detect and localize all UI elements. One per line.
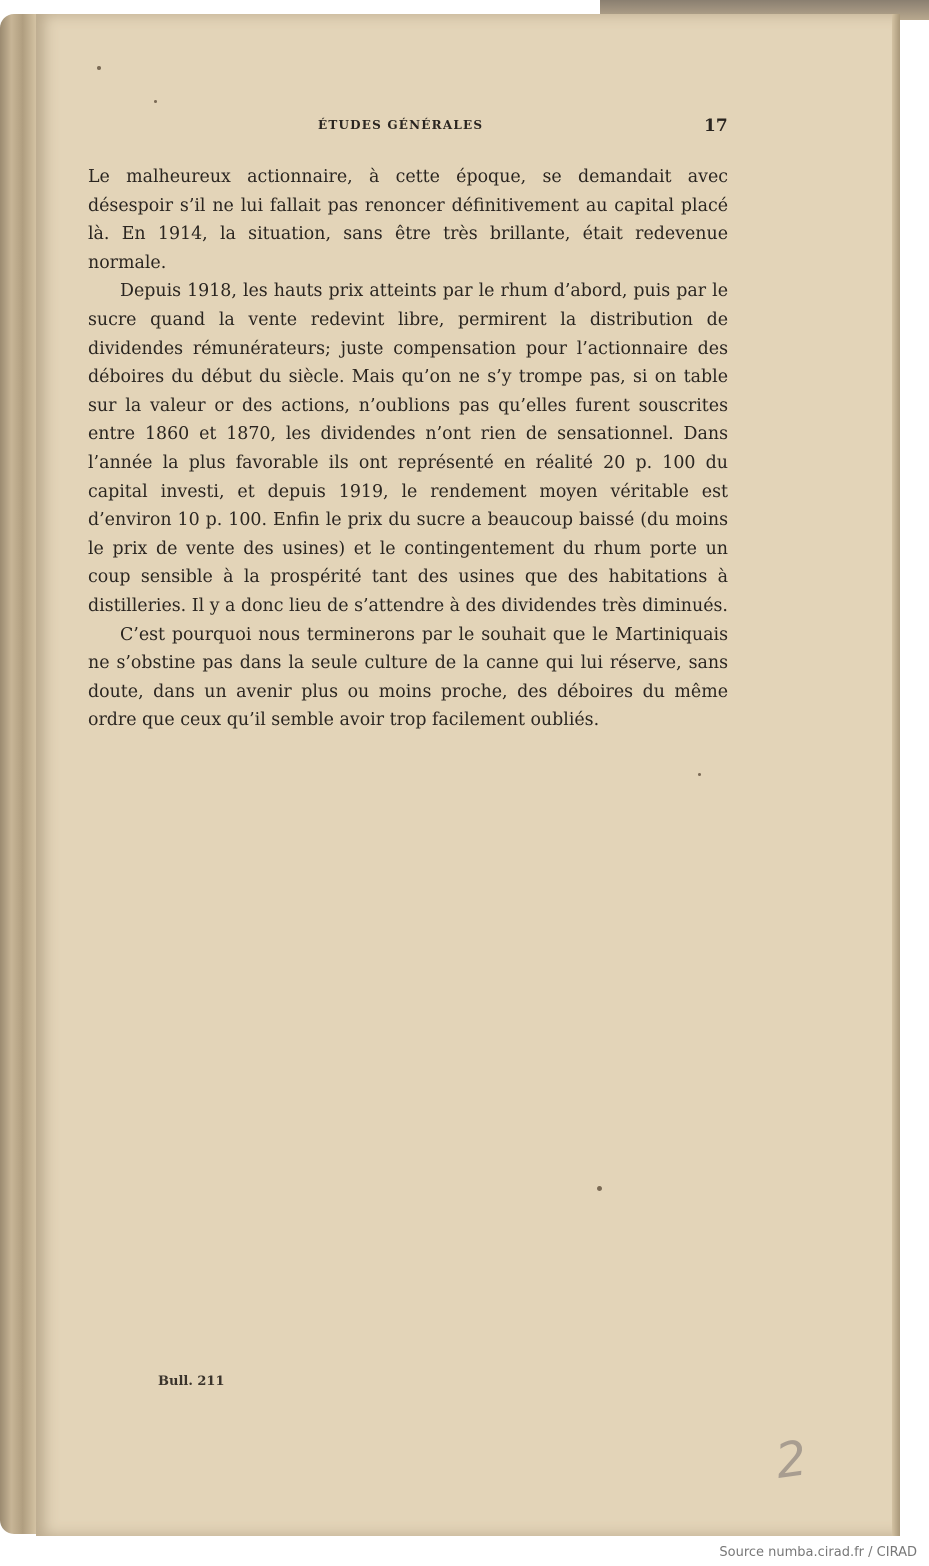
paragraph-2: Depuis 1918, les hauts prix atteints par le rhum d’abord, puis par le sucre quand la vente redevint libre, permirent la distribution de dividendes rémunérateurs; juste compensation pour l’actionnaire des déboires du début du siècle. Mais qu’on ne s’y trompe pas, si on table sur la valeur or des actions, n’oublions pas qu’elles furent souscrites entre 1860 et 1870, les dividendes n’ont rien de sensationnel. Dans l’année la plus favorable ils ont représenté en réalité 20 p. 100 du capital investi, et depuis 1919, le rendement moyen véritable est d’environ 10 p. 100. Enfin le prix du sucre a beaucoup baissé (du moins le prix de vente des usines) et le contingentement du rhum porte un coup sensible à la prospérité tant des usines que des habitations à distilleries. Il y a donc lieu de s’attendre à des dividendes très diminués. <box>88 281 728 616</box>
book-spine <box>0 14 38 1534</box>
paragraph-1: Le malheureux actionnaire, à cette époque, se demandait avec désespoir s’il ne lui fallait pas renoncer définitivement au capital placé là. En 1914, la situation, sans être très brillante, était redevenue normale. <box>88 167 728 273</box>
paragraph-3: C’est pourquoi nous terminerons par le souhait que le Martiniquais ne s’obstine pas dans la seule culture de la canne qui lui réserve, sans doute, dans un avenir plus ou moins proche, des déboires du même ordre que ceux qu’il semble avoir trop facilement oubliés. <box>88 624 728 731</box>
paper-speck <box>154 100 157 103</box>
pencil-annotation: 2 <box>772 1430 811 1490</box>
body-text <box>88 163 728 735</box>
signature-mark: Bull. 211 <box>158 1374 225 1389</box>
page-number: 17 <box>704 116 728 136</box>
source-credit[interactable]: Source numba.cirad.fr / CIRAD <box>719 1545 917 1560</box>
running-title: ÉTUDES GÉNÉRALES <box>318 118 484 132</box>
paper-speck <box>97 66 101 70</box>
paper-speck <box>597 1186 602 1191</box>
page-right-edge <box>892 14 900 1536</box>
paper-speck <box>698 773 701 776</box>
